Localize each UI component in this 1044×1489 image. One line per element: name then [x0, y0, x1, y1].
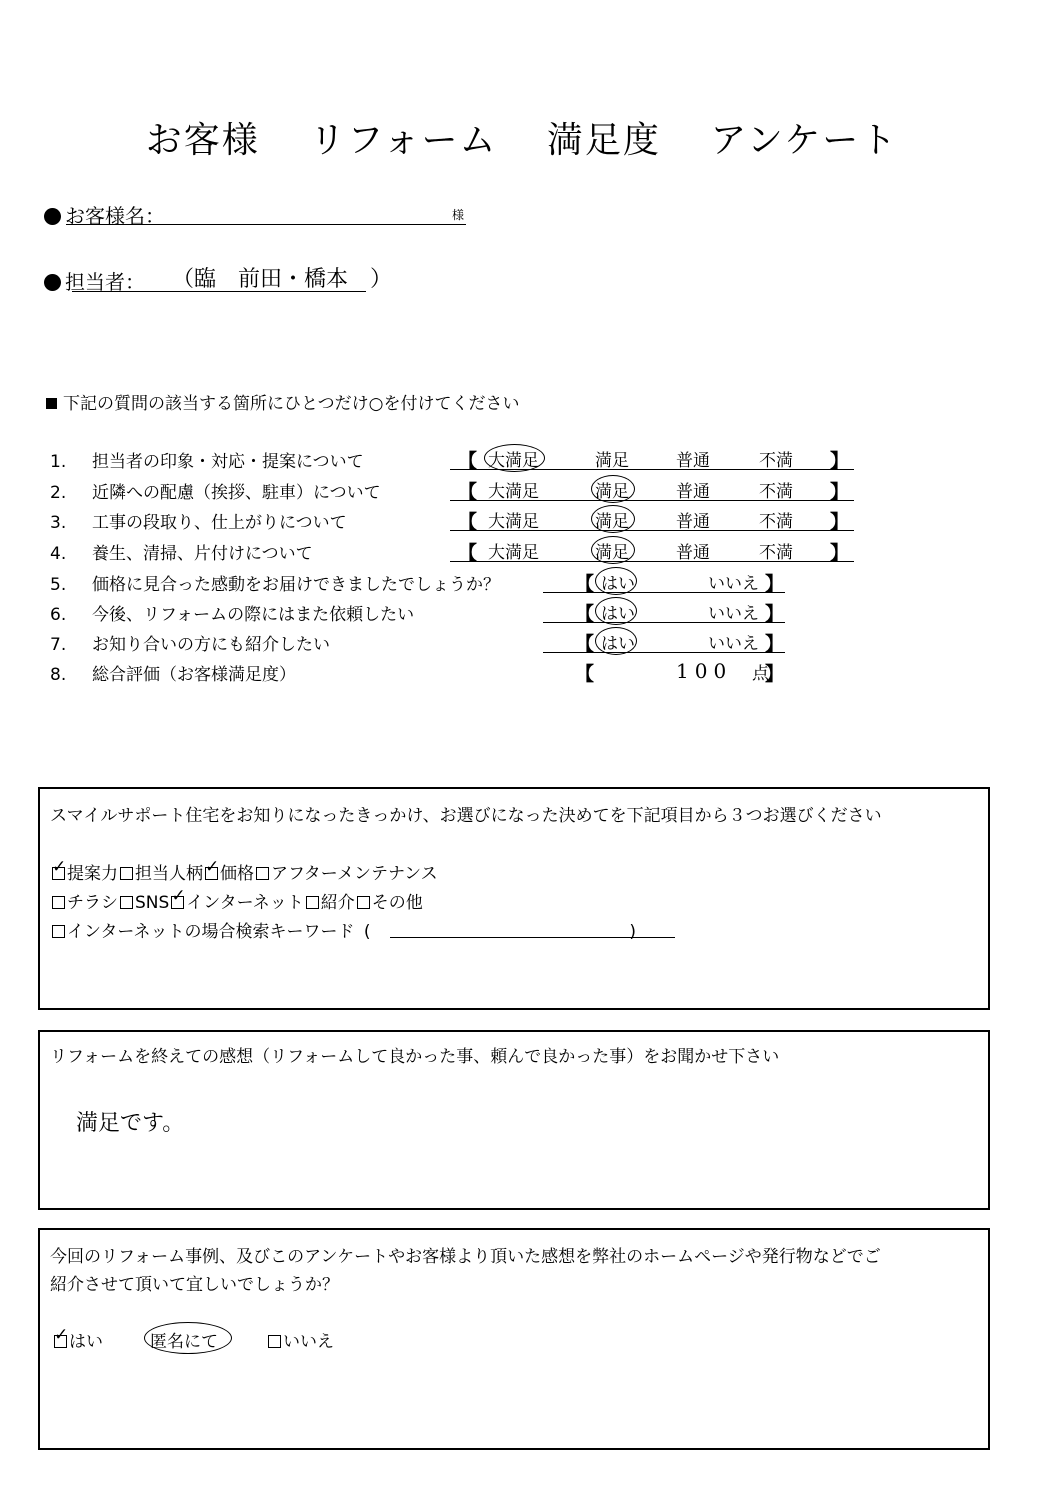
rating-option-o4[interactable]: 不満: [759, 451, 793, 471]
checkbox-icon[interactable]: [120, 867, 133, 880]
staff-line: [72, 291, 366, 292]
question-number: 3.: [50, 513, 67, 533]
permission-yes[interactable]: [52, 1327, 103, 1352]
rating-option-o3[interactable]: 普通: [676, 512, 710, 532]
question-row: [50, 478, 381, 503]
selection-circle: [144, 1322, 232, 1354]
bracket-close: 】: [830, 450, 850, 472]
selection-circle: [591, 475, 635, 503]
impression-heading: リフォームを終えての感想（リフォームして良かった事、頼んで良かった事）をお聞かせ下さい: [50, 1047, 780, 1067]
rating-option-o2[interactable]: 満足: [595, 512, 629, 532]
question-row: [50, 630, 330, 655]
checkbox-icon[interactable]: [256, 867, 269, 880]
staff-value: （臨 前田・橋本 ）: [172, 267, 393, 292]
question-number: 7.: [50, 635, 67, 655]
bracket-close: 】: [765, 663, 785, 685]
yes-option[interactable]: はい: [601, 574, 635, 594]
trigger-option-label: その他: [371, 893, 423, 913]
keyword-checkbox[interactable]: [52, 925, 65, 938]
question-row: [50, 447, 364, 472]
bracket-open: 【: [575, 573, 595, 595]
bracket-open: 【: [458, 481, 478, 503]
yes-option[interactable]: はい: [601, 604, 635, 624]
answer-underline: [450, 561, 854, 562]
trigger-option-label: 価格: [220, 864, 254, 884]
trigger-option-label: チラシ: [67, 893, 118, 913]
rating-option-o3[interactable]: 普通: [676, 451, 710, 471]
question-row: [50, 600, 414, 625]
impression-box: [38, 1030, 990, 1210]
answer-underline: [543, 592, 785, 593]
question-text: 担当者の印象・対応・提案について: [92, 452, 364, 472]
question-text: 工事の段取り、仕上がりについて: [92, 513, 347, 533]
customer-name-line[interactable]: [66, 224, 466, 225]
question-number: 5.: [50, 575, 67, 595]
checkbox-icon[interactable]: [268, 1335, 281, 1348]
bracket-open: 【: [575, 603, 595, 625]
no-option[interactable]: いいえ: [708, 574, 759, 594]
yes-option[interactable]: はい: [601, 634, 635, 654]
permission-anonymous[interactable]: 匿名にて: [150, 1332, 218, 1352]
question-row: [50, 660, 296, 685]
rating-option-o4[interactable]: 不満: [759, 543, 793, 563]
checkbox-checked-icon[interactable]: [205, 867, 218, 880]
bracket-open: 【: [458, 542, 478, 564]
question-number: 1.: [50, 452, 67, 472]
total-score-value[interactable]: 100: [676, 659, 733, 683]
question-number: 8.: [50, 665, 67, 685]
trigger-option-label: 担当人柄: [135, 864, 203, 884]
permission-line-2: 紹介させて頂いて宜しいでしょうか？: [50, 1275, 339, 1295]
trigger-option-label: 提案力: [67, 864, 118, 884]
trigger-option-label: アフターメンテナンス: [271, 864, 438, 884]
checkbox-icon[interactable]: [306, 896, 319, 909]
bracket-close: 】: [830, 542, 850, 564]
checkbox-icon[interactable]: [120, 896, 133, 909]
bullet-icon: [44, 208, 61, 225]
bracket-close: 】: [830, 511, 850, 533]
rating-option-o3[interactable]: 普通: [676, 543, 710, 563]
trigger-option-label: SNS: [135, 893, 170, 913]
instruction: [46, 389, 520, 414]
trigger-row-2: [50, 888, 423, 913]
permission-no-label: いいえ: [283, 1332, 334, 1352]
bracket-close: 】: [765, 633, 785, 655]
keyword-row: [50, 917, 636, 942]
keyword-open: (: [363, 922, 371, 942]
bracket-open: 【: [458, 450, 478, 472]
title-part-survey: アンケート: [710, 120, 899, 161]
rating-option-o1[interactable]: 大満足: [488, 482, 539, 502]
selection-circle: [595, 627, 637, 655]
rating-option-o4[interactable]: 不満: [759, 512, 793, 532]
trigger-option-label: 紹介: [320, 893, 355, 913]
customer-name-label: お客様名：: [65, 204, 165, 228]
question-text: お知り合いの方にも紹介したい: [92, 635, 330, 655]
selection-circle: [595, 567, 637, 595]
question-number: 4.: [50, 544, 67, 564]
bracket-open: 【: [575, 633, 595, 655]
answer-underline: [450, 530, 854, 531]
rating-option-o2[interactable]: 満足: [595, 482, 629, 502]
bracket-open: 【: [575, 663, 595, 685]
trigger-row-1: [50, 859, 438, 884]
question-text: 近隣への配慮（挨拶、駐車）について: [92, 483, 381, 503]
question-row: [50, 508, 347, 533]
trigger-box: [38, 787, 990, 1010]
answer-underline: [450, 500, 854, 501]
selection-circle: [595, 597, 637, 625]
rating-option-o2[interactable]: 満足: [595, 543, 629, 563]
rating-option-o4[interactable]: 不満: [759, 482, 793, 502]
answer-underline: [543, 652, 785, 653]
question-number: 2.: [50, 483, 67, 503]
bullet-icon: [44, 274, 61, 291]
title-part-satisfaction: 満足度: [546, 120, 661, 161]
checkbox-icon[interactable]: [357, 896, 370, 909]
checkbox-checked-icon[interactable]: [54, 1335, 67, 1348]
rating-option-o3[interactable]: 普通: [676, 482, 710, 502]
bracket-close: 】: [765, 603, 785, 625]
question-text: 総合評価（お客様満足度）: [92, 665, 296, 685]
answer-underline: [450, 469, 854, 470]
rating-option-o1[interactable]: 大満足: [488, 512, 539, 532]
question-row: [50, 570, 500, 595]
trigger-heading: スマイルサポート住宅をお知りになったきっかけ、お選びになった決めてを下記項目から３つお選びください: [50, 806, 882, 826]
keyword-label: インターネットの場合検索キーワード: [67, 922, 355, 942]
selection-circle: [591, 505, 635, 533]
question-number: 6.: [50, 605, 67, 625]
answer-underline: [543, 622, 785, 623]
checkbox-icon[interactable]: [52, 896, 65, 909]
checkbox-checked-icon[interactable]: [171, 896, 184, 909]
permission-line-1: 今回のリフォーム事例、及びこのアンケートやお客様より頂いた感想を弊社のホームページや発行物などでご: [50, 1247, 881, 1267]
customer-suffix: 様: [452, 208, 465, 222]
trigger-option-label: インターネット: [186, 893, 304, 913]
checkbox-checked-icon[interactable]: [52, 867, 65, 880]
title-part-reform: リフォーム: [309, 120, 498, 161]
permission-no[interactable]: [266, 1327, 334, 1352]
instruction-text: 下記の質問の該当する箇所にひとつだけ○を付けてください: [63, 394, 520, 414]
selection-circle: [484, 444, 545, 472]
bracket-open: 【: [458, 511, 478, 533]
rating-option-o1[interactable]: 大満足: [488, 451, 539, 471]
square-bullet-icon: [46, 398, 57, 409]
keyword-underline: [390, 937, 675, 938]
score-unit: 点: [752, 664, 769, 684]
staff-label: 担当者：: [65, 270, 145, 294]
bracket-close: 】: [830, 481, 850, 503]
question-text: 価格に見合った感動をお届けできましたでしょうか？: [92, 575, 500, 595]
selection-circle: [591, 536, 635, 564]
title-part-customer: お客様: [145, 120, 260, 161]
survey-title: [0, 112, 1044, 163]
bracket-close: 】: [765, 573, 785, 595]
rating-option-o1[interactable]: 大満足: [488, 543, 539, 563]
permission-box: [38, 1228, 990, 1450]
keyword-close: ): [629, 922, 636, 942]
question-row: [50, 539, 313, 564]
question-text: 養生、清掃、片付けについて: [92, 544, 313, 564]
permission-yes-label: はい: [69, 1332, 103, 1352]
impression-answer[interactable]: 満足です。: [76, 1111, 185, 1136]
question-text: 今後、リフォームの際にはまた依頼したい: [92, 605, 415, 625]
no-option[interactable]: いいえ: [708, 634, 759, 654]
rating-option-o2[interactable]: 満足: [595, 451, 629, 471]
no-option[interactable]: いいえ: [708, 604, 759, 624]
